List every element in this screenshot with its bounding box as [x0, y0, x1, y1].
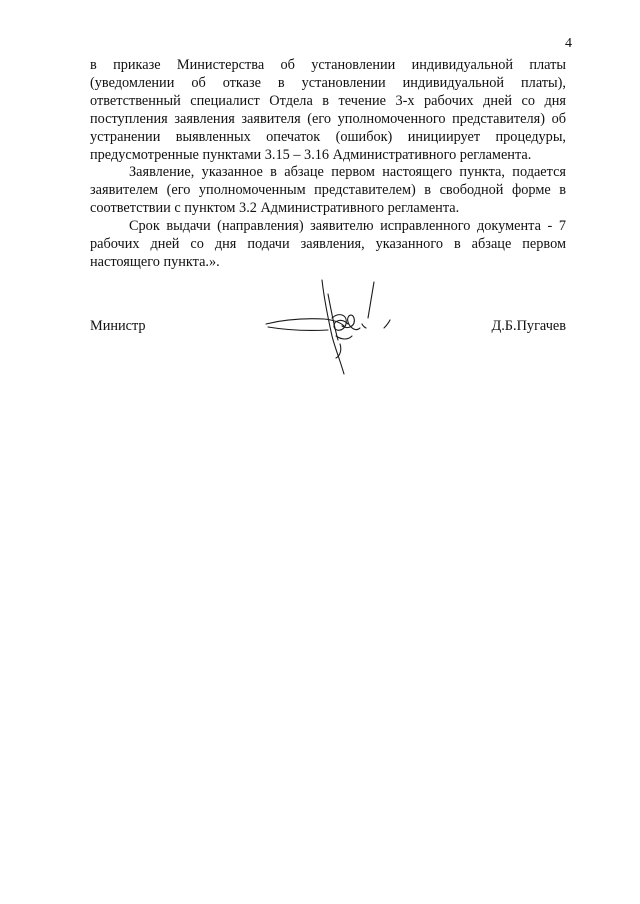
paragraph-2: Заявление, указанное в абзаце первом настоящего пункта, подается заявителем (его уполномоченным представителем) в свободной форме в соответствии с пунктом 3.2 Административного регламента.: [90, 164, 566, 217]
paragraph-3: Срок выдачи (направления) заявителю исправленного документа - 7 рабочих дней со дня подачи заявления, указанного в абзаце первом настоящего пункта.».: [90, 218, 566, 270]
paragraph-1: в приказе Министерства об установлении индивидуальной платы (уведомлении об отказе в установлении индивидуальной платы), ответственный специалист Отдела в течение 3-х рабочих дней со дня поступления заявления заявителя (его уполномоченного представителя) об устранении выявленных опечаток (ошибок) инициирует процедуры, предусмотренные пунктами 3.15 – 3.16 Административного регламента.: [90, 57, 566, 163]
signatory-title: Министр: [90, 318, 146, 334]
document-body: [90, 57, 566, 272]
page-number: 4: [565, 36, 572, 51]
handwritten-signature: [262, 274, 402, 382]
signatory-name: Д.Б.Пугачев: [491, 318, 566, 334]
